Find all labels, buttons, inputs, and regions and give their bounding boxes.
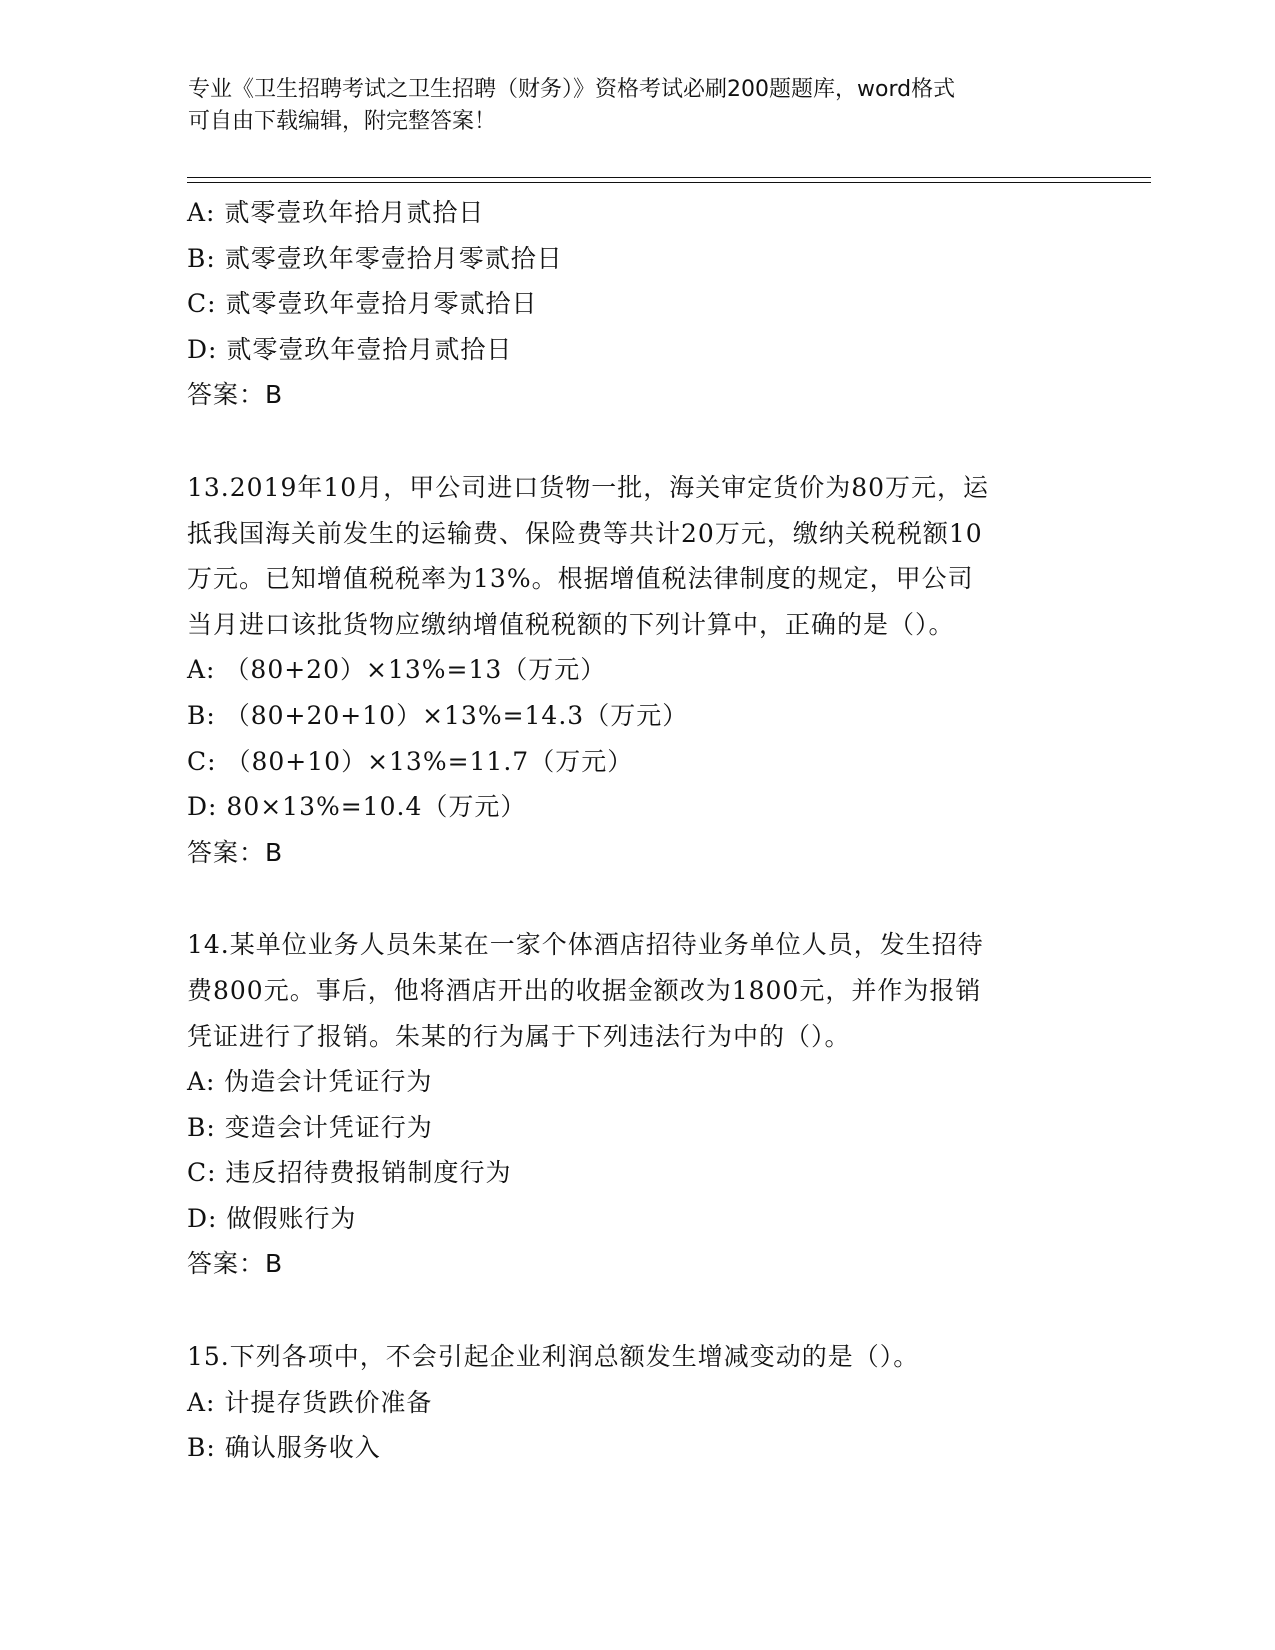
header-line-1: 专业《卫生招聘考试之卫生招聘（财务）》资格考试必刷200题题库，word格式 — [188, 77, 956, 102]
option-d: D: 80×13%=10.4（万元） — [187, 792, 527, 822]
option-b: B: 确认服务收入 — [187, 1433, 381, 1463]
question-stem-line: 万元。已知增值税税率为13%。根据增值税法律制度的规定，甲公司 — [187, 564, 974, 594]
question-stem-line: 凭证进行了报销。朱某的行为属于下列违法行为中的（）。 — [187, 1021, 851, 1051]
option-d: D: 贰零壹玖年壹拾月贰拾日 — [187, 334, 513, 364]
header-divider-bottom — [187, 182, 1151, 183]
question-stem-line: 费800元。事后，他将酒店开出的收据金额改为1800元，并作为报销 — [187, 975, 982, 1005]
option-c: C: （80+10）×13%=11.7（万元） — [187, 746, 634, 776]
option-a: A: 贰零壹玖年拾月贰拾日 — [187, 198, 485, 227]
question-12-options — [187, 190, 1087, 418]
question-15 — [187, 1334, 1087, 1471]
option-b: B: 贰零壹玖年零壹拾月零贰拾日 — [187, 243, 563, 273]
header-divider-top — [187, 177, 1151, 178]
option-b: B: 变造会计凭证行为 — [187, 1112, 433, 1142]
question-stem-line: 当月进口该批货物应缴纳增值税税额的下列计算中，正确的是（）。 — [187, 609, 955, 639]
question-stem-line: 抵我国海关前发生的运输费、保险费等共计20万元，缴纳关税税额10 — [187, 518, 983, 548]
option-d: D: 做假账行为 — [187, 1203, 357, 1233]
answer-line: 答案：B — [187, 380, 284, 410]
question-content — [187, 190, 1087, 1471]
question-stem-line: 14.某单位业务人员朱某在一家个体酒店招待业务单位人员，发生招待 — [187, 930, 984, 960]
option-a: A: 伪造会计凭证行为 — [187, 1067, 433, 1097]
option-c: C: 违反招待费报销制度行为 — [187, 1158, 512, 1188]
header-line-2: 可自由下载编辑，附完整答案！ — [188, 109, 497, 134]
question-stem-line: 15.下列各项中，不会引起企业利润总额发生增减变动的是（）。 — [187, 1342, 920, 1372]
question-stem-line: 13.2019年10月，甲公司进口货物一批，海关审定货价为80万元，运 — [187, 472, 990, 502]
answer-line: 答案：B — [187, 837, 284, 867]
document-header — [188, 74, 1088, 138]
option-c: C: 贰零壹玖年壹拾月零贰拾日 — [187, 289, 538, 319]
question-13 — [187, 465, 1087, 875]
option-b: B: （80+20+10）×13%=14.3（万元） — [187, 700, 689, 730]
option-a: A: （80+20）×13%=13（万元） — [187, 655, 607, 685]
option-a: A: 计提存货跌价准备 — [187, 1387, 433, 1417]
answer-line: 答案：B — [187, 1249, 284, 1279]
question-14 — [187, 922, 1087, 1287]
